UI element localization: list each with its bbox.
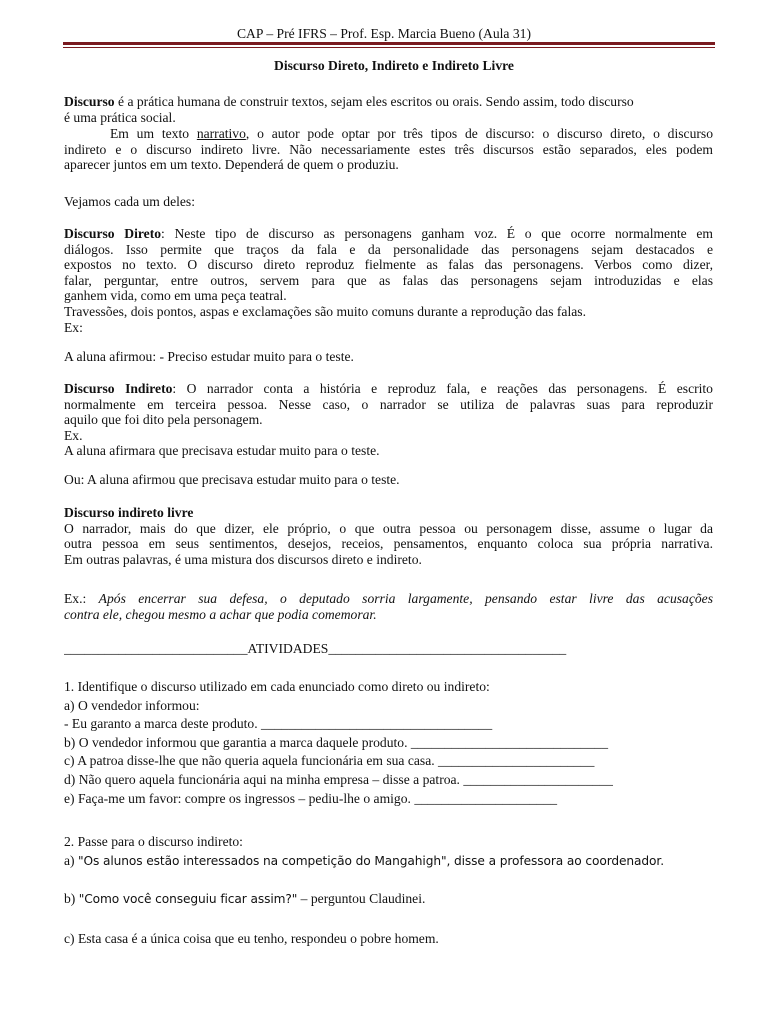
header-rule-thick: [63, 42, 715, 45]
term-discurso-direto: Discurso Direto: [64, 226, 162, 241]
discurso-direto-section: Discurso Direto: Neste tipo de discurso as personagens ganham voz. É o que ocorre normalmente em diálogos. Isso permite que traços da fala e da personalidade das personagens sejam destacados e expostos no texto. O discurso direto reproduz fielmente as falas das personagens. Verbos como dizer, falar, perguntar, entre outros, servem para que as falas das personagens sejam introduzidas e elas ganhem vida, como em uma peça teatral. Travessões, dois pontos, aspas e exclamações são muito comuns durante a reprodução das falas. Ex:: [64, 226, 713, 335]
discurso-indireto-livre-section: Discurso indireto livre O narrador, mais do que dizer, ele próprio, o que outra pessoa ou personagem disse, assume o lugar da outra pessoa em seus sentimentos, desejos, receios, pensamentos, enquanto coloca sua própria narrativa. Em outras palavras, é uma mistura dos discursos direto e indireto.: [64, 505, 713, 567]
q1-prompt: 1. Identifique o discurso utilizado em cada enunciado como direto ou indireto:: [64, 679, 490, 694]
intro-paragraph: Discurso é a prática humana de construir textos, sejam eles escritos ou orais. Sendo assim, todo discurso é uma prática social.: [64, 94, 634, 125]
q1-d-line: d) Não quero aquela funcionária aqui na minha empresa – disse a patroa. ______________________: [64, 771, 613, 787]
term-discurso: Discurso: [64, 94, 115, 109]
livre-example: Ex.: Após encerrar sua defesa, o deputado sorria largamente, pensando estar livre das acusações contra ele, chegou mesmo a achar que podia comemorar.: [64, 591, 713, 622]
q2-a-line: a) "Os alunos estão interessados na competição do Mangahigh", disse a professora ao coordenador.: [64, 853, 664, 868]
direto-example: A aluna afirmou: - Preciso estudar muito para o teste.: [64, 349, 354, 364]
intro-paragraph-2: Em um texto narrativo, o autor pode optar por três tipos de discurso: o discurso direto, o discurso indireto e o discurso indireto livre. Não necessariamente estes três discursos estão separados, eles podem aparecer juntos em um texto. Dependerá de quem o produziu.: [64, 126, 713, 173]
q1-a-line: - Eu garanto a marca deste produto. __________________________________: [64, 716, 493, 732]
vejamos-line: Vejamos cada um deles:: [64, 194, 195, 209]
indireto-example-2: Ou: A aluna afirmou que precisava estudar muito para o teste.: [64, 472, 400, 487]
q1-a-intro: a) O vendedor informou:: [64, 697, 200, 713]
term-discurso-indireto: Discurso Indireto: [64, 381, 173, 396]
q1-e-line: e) Faça-me um favor: compre os ingressos – pediu-lhe o amigo. _____________________: [64, 790, 558, 806]
question-1: [64, 679, 713, 806]
q2-b-line: b) "Como você conseguiu ficar assim?" – perguntou Claudinei.: [64, 891, 426, 906]
q2-c-line: c) Esta casa é a única coisa que eu tenho, respondeu o pobre homem.: [64, 931, 439, 946]
q2-prompt: 2. Passe para o discurso indireto:: [64, 834, 243, 849]
q1-c-line: c) A patroa disse-lhe que não queria aquela funcionária em sua casa. _______________________: [64, 753, 595, 769]
discurso-indireto-section: Discurso Indireto: O narrador conta a história e reproduz fala, e reações das personagens. É escrito normalmente em terceira pessoa. Nesse caso, o narrador se utiliza de palavras suas para reproduzir aquilo que foi dito pela personagem. Ex. A aluna afirmara que precisava estudar muito para o teste.: [64, 381, 713, 459]
page-header: CAP – Pré IFRS – Prof. Esp. Marcia Bueno (Aula 31): [236, 26, 531, 41]
q1-b-line: b) O vendedor informou que garantia a marca daquele produto. _____________________________: [64, 734, 608, 750]
atividades-heading: ___________________________ATIVIDADES___________________________________: [64, 641, 567, 656]
term-indireto-livre: Discurso indireto livre: [64, 505, 194, 520]
header-rule-thin: [63, 47, 715, 48]
document-title: Discurso Direto, Indireto e Indireto Livre: [274, 58, 514, 73]
narrativo-word: narrativo: [196, 126, 246, 141]
